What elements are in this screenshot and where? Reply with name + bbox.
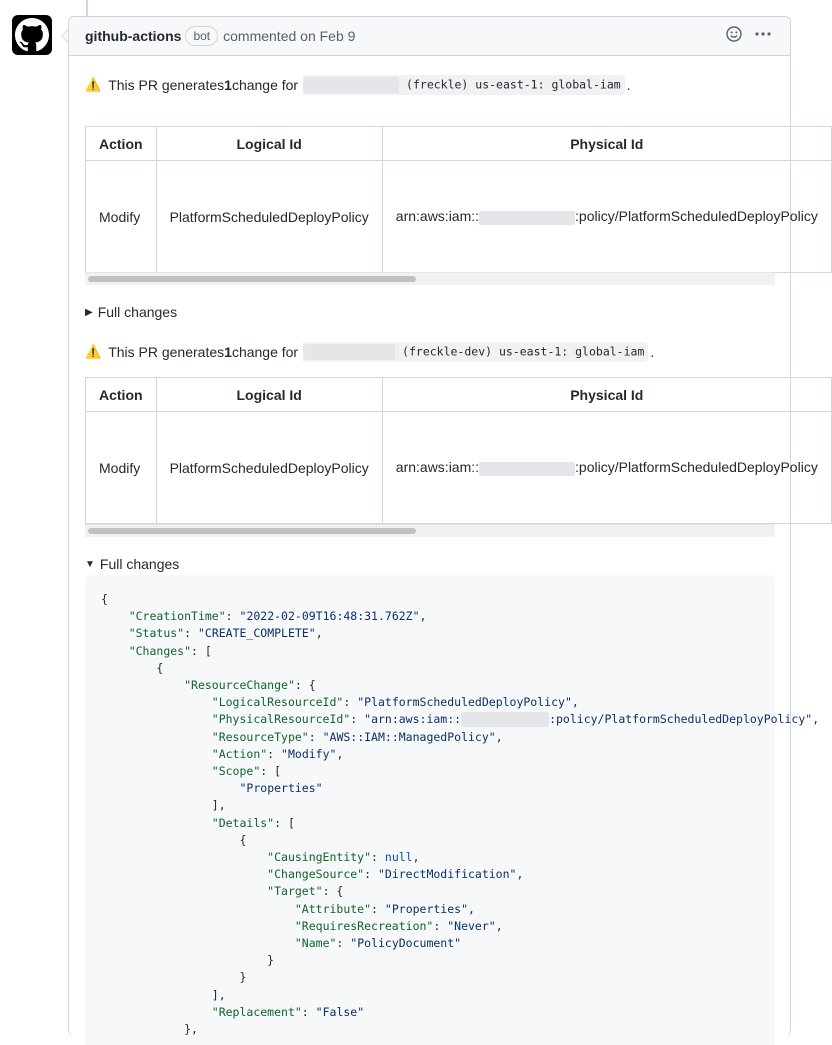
triangle-down-icon: ▼ [85,558,95,570]
notice-period: . [650,344,655,360]
github-mark-icon [15,18,49,52]
notice-period: . [626,77,631,93]
json-value: Properties [391,901,462,916]
header-logical-id: Logical Id [156,127,382,161]
table-scrollbar[interactable] [85,272,775,285]
json-value: :policy/PlatformScheduledDeployPolicy [549,712,806,727]
triangle-right-icon: ▶ [85,306,93,318]
scroll-thumb[interactable] [88,276,416,282]
physical-prefix: arn:aws:iam:: [395,208,480,225]
table-row [86,161,832,273]
bot-badge: bot [185,26,218,46]
table-header-row [86,127,832,161]
stack-name: (freckle) us-east-1: global-iam [406,77,621,92]
full-changes-toggle[interactable] [85,304,177,320]
stack-code [303,75,625,95]
header-action: Action [86,378,157,412]
header-physical-id: Physical Id [382,378,831,412]
json-value: PolicyDocument [357,936,455,951]
json-value: AWS::IAM::ManagedPolicy [329,729,489,744]
json-value: Modify [287,746,330,761]
timeline-line [86,0,88,16]
notice-text: This PR generates [108,344,225,360]
warning-icon: ⚠️ [85,77,102,92]
scroll-thumb[interactable] [88,528,416,534]
table-header-row [86,378,832,412]
json-value: PlatformScheduledDeployPolicy [364,695,565,710]
json-value: False [322,1004,358,1019]
redacted-account [303,344,395,360]
header-action: Action [86,127,157,161]
redacted-account [479,211,575,225]
smiley-icon[interactable] [726,26,742,42]
stack-name: (freckle-dev) us-east-1: global-iam [402,344,645,359]
changes-table [85,126,818,273]
json-value: null [384,850,413,865]
json-value: DirectModification [384,867,510,882]
physical-suffix: :policy/PlatformScheduledDeployPolicy [575,208,818,225]
physical-prefix: arn:aws:iam:: [395,459,480,476]
comment-box [68,16,820,1037]
comment-header [69,17,790,56]
json-value: CREATE_COMPLETE [204,626,309,641]
cell-physical-id [382,412,831,524]
header-logical-id: Logical Id [156,378,382,412]
cell-logical-id: PlatformScheduledDeployPolicy [156,412,382,524]
redacted-account [303,77,399,93]
change-count: 1 [224,77,232,93]
warning-icon: ⚠️ [85,344,102,359]
full-changes-toggle[interactable] [85,556,179,572]
stack-code [303,342,648,362]
author-link[interactable]: github-actions [85,28,182,44]
change-notice [85,75,631,95]
kebab-icon[interactable] [754,26,772,42]
change-count: 1 [224,344,232,360]
cell-logical-id: PlatformScheduledDeployPolicy [156,161,382,273]
json-code-block: { "CreationTime": "2022-02-09T16:48:31.762Z", "Status": "CREATE_COMPLETE", "Changes": [ { "ResourceChange": { "LogicalResourceId": "PlatformScheduledDeployPolicy", "PhysicalResourceId": "arn:aws:iam:: :policy/PlatformScheduledDeployPolicy", "ResourceType": "AWS::IAM::ManagedPolicy", "Action": "Modify", "Scope": [ "Properties" ], "Details": [ { "CausingEntity": null, "ChangeSource": "DirectModification", "Target": { "Attribute": "Properties", "RequiresRecreation": "Never", "Name": "PolicyDocument" } } ], "Replacement": "False" }, [85,575,775,1045]
table-scrollbar[interactable] [85,524,775,537]
notice-text: change for [231,344,299,360]
json-value: Never [454,918,489,933]
notice-text: This PR generates [108,77,225,93]
comment-timestamp[interactable]: commented on Feb 9 [223,28,356,44]
summary-label: Full changes [99,556,180,572]
summary-label: Full changes [97,304,178,320]
json-value: Properties [246,781,316,796]
changes-table [85,377,818,524]
cell-action: Modify [86,161,157,273]
redacted-account [479,462,575,476]
notice-text: change for [231,77,299,93]
json-value: arn:aws:iam:: [371,712,462,727]
cell-action: Modify [86,412,157,524]
cell-physical-id [382,161,831,273]
avatar[interactable] [12,15,52,55]
physical-suffix: :policy/PlatformScheduledDeployPolicy [575,459,818,476]
change-notice [85,342,654,362]
redacted-account [461,712,549,727]
json-value: 2022-02-09T16:48:31.762Z [246,609,413,624]
header-physical-id: Physical Id [382,127,831,161]
table-row [86,412,832,524]
